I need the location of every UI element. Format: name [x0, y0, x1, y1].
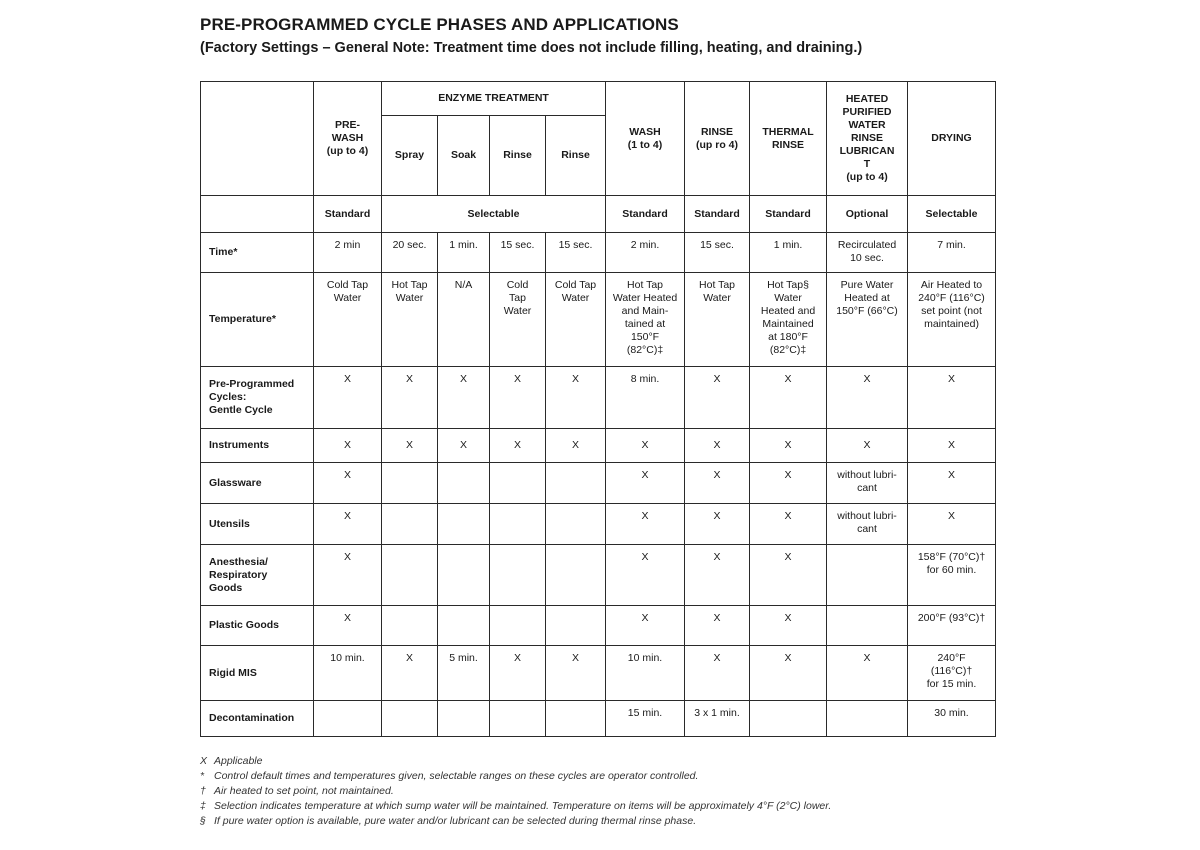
table-cell — [438, 701, 490, 737]
table-cell: X — [750, 463, 827, 504]
footnotes — [200, 754, 831, 829]
table-cell: 1 min. — [438, 233, 490, 273]
table-row-rigid-mis — [201, 646, 996, 701]
header-enzyme-rinse-2: Rinse — [546, 116, 606, 196]
table-cell: X — [314, 504, 382, 545]
table-cell: Cold Tap Water — [314, 273, 382, 367]
table-cell: X — [546, 646, 606, 701]
table-cell: X — [606, 545, 685, 606]
table-cell — [438, 545, 490, 606]
table-cell: X — [382, 646, 438, 701]
header-row-top — [201, 82, 996, 116]
header-thermal-rinse: THERMAL RINSE — [750, 82, 827, 196]
table-cell — [490, 463, 546, 504]
table-cell: X — [314, 606, 382, 646]
row-label: Rigid MIS — [201, 646, 314, 701]
table-cell — [546, 463, 606, 504]
category-drying: Selectable — [908, 196, 996, 233]
table-cell: X — [685, 367, 750, 429]
table-cell — [827, 701, 908, 737]
table-cell: X — [827, 646, 908, 701]
table-cell: 10 min. — [606, 646, 685, 701]
table-cell — [546, 545, 606, 606]
table-cell — [382, 545, 438, 606]
table-cell: X — [490, 646, 546, 701]
table-cell — [382, 606, 438, 646]
table-row-time — [201, 233, 996, 273]
table-cell: 2 min. — [606, 233, 685, 273]
table-cell: 15 sec. — [685, 233, 750, 273]
table-row-anesthesia — [201, 545, 996, 606]
header-spray: Spray — [382, 116, 438, 196]
table-cell — [438, 504, 490, 545]
table-cell — [438, 606, 490, 646]
table-cell: 10 min. — [314, 646, 382, 701]
table-row-gentle-cycle — [201, 367, 996, 429]
table-cell — [827, 606, 908, 646]
table-cell: 240°F (116°C)† for 15 min. — [908, 646, 996, 701]
table-cell: X — [314, 545, 382, 606]
table-cell — [546, 606, 606, 646]
row-label: Glassware — [201, 463, 314, 504]
table-cell — [382, 504, 438, 545]
table-cell: X — [685, 504, 750, 545]
table-cell: without lubri- cant — [827, 463, 908, 504]
table-cell: without lubri- cant — [827, 504, 908, 545]
table-cell: X — [382, 367, 438, 429]
table-cell: X — [606, 504, 685, 545]
table-cell: X — [750, 429, 827, 463]
table-cell: 7 min. — [908, 233, 996, 273]
header-prewash: PRE- WASH (up to 4) — [314, 82, 382, 196]
table-cell: Air Heated to 240°F (116°C) set point (not maintained) — [908, 273, 996, 367]
cycle-phases-table — [200, 81, 996, 737]
table-cell: X — [314, 429, 382, 463]
table-row-temperature — [201, 273, 996, 367]
table-cell: X — [750, 504, 827, 545]
table-cell: 15 min. — [606, 701, 685, 737]
table-cell: X — [908, 463, 996, 504]
corner-cell — [201, 82, 314, 196]
table-cell: X — [490, 367, 546, 429]
table-cell: 15 sec. — [546, 233, 606, 273]
table-row-utensils — [201, 504, 996, 545]
row-label: Temperature* — [201, 273, 314, 367]
table-cell: Hot Tap Water Heated and Main- tained at 150°F (82°C)‡ — [606, 273, 685, 367]
table-cell — [827, 545, 908, 606]
table-cell: X — [908, 367, 996, 429]
table-cell: 5 min. — [438, 646, 490, 701]
table-cell: X — [606, 606, 685, 646]
table-cell — [382, 463, 438, 504]
table-cell: X — [750, 367, 827, 429]
row-label: Utensils — [201, 504, 314, 545]
table-cell — [546, 504, 606, 545]
page-title: PRE-PROGRAMMED CYCLE PHASES AND APPLICATIONS — [200, 15, 679, 34]
table-cell: Cold Tap Water — [490, 273, 546, 367]
header-drying: DRYING — [908, 82, 996, 196]
table-cell: 3 x 1 min. — [685, 701, 750, 737]
table-cell: X — [685, 646, 750, 701]
table-cell — [490, 701, 546, 737]
category-heated: Optional — [827, 196, 908, 233]
table-cell: 2 min — [314, 233, 382, 273]
table-cell: X — [314, 463, 382, 504]
table-row-glassware — [201, 463, 996, 504]
table-cell: X — [827, 429, 908, 463]
table-cell: Recirculated 10 sec. — [827, 233, 908, 273]
table-cell: 158°F (70°C)† for 60 min. — [908, 545, 996, 606]
table-cell: X — [750, 606, 827, 646]
row-label: Pre-Programmed Cycles: Gentle Cycle — [201, 367, 314, 429]
table-cell: X — [490, 429, 546, 463]
table-cell: X — [606, 429, 685, 463]
header-soak: Soak — [438, 116, 490, 196]
table-cell: X — [606, 463, 685, 504]
table-cell: Pure Water Heated at 150°F (66°C) — [827, 273, 908, 367]
table-cell: X — [438, 367, 490, 429]
table-row-instruments — [201, 429, 996, 463]
category-empty-cell — [201, 196, 314, 233]
table-cell — [750, 701, 827, 737]
table-cell: 20 sec. — [382, 233, 438, 273]
table-cell: X — [685, 429, 750, 463]
table-cell: X — [546, 367, 606, 429]
row-label: Instruments — [201, 429, 314, 463]
header-enzyme-rinse-1: Rinse — [490, 116, 546, 196]
table-cell — [490, 504, 546, 545]
table-cell: Hot Tap Water — [382, 273, 438, 367]
header-rinse: RINSE (up ro 4) — [685, 82, 750, 196]
table-cell: X — [685, 545, 750, 606]
footnote-pure-water: § If pure water option is available, pure water and/or lubricant can be selected during thermal rinse phase. — [200, 815, 697, 827]
table-cell — [438, 463, 490, 504]
table-cell: X — [314, 367, 382, 429]
table-cell — [382, 701, 438, 737]
table-cell: X — [382, 429, 438, 463]
footnote-air-heated: † Air heated to set point, not maintained. — [200, 785, 394, 797]
category-wash: Standard — [606, 196, 685, 233]
table-row-decontamination — [201, 701, 996, 737]
category-rinse: Standard — [685, 196, 750, 233]
row-label: Decontamination — [201, 701, 314, 737]
table-cell: Hot Tap Water — [685, 273, 750, 367]
table-cell: X — [908, 429, 996, 463]
page-subtitle: (Factory Settings – General Note: Treatment time does not include filling, heating, and draining.) — [200, 40, 863, 56]
table-cell — [490, 606, 546, 646]
row-label: Plastic Goods — [201, 606, 314, 646]
table-cell: Cold Tap Water — [546, 273, 606, 367]
table-cell — [314, 701, 382, 737]
category-enzyme: Selectable — [382, 196, 606, 233]
table-cell — [546, 701, 606, 737]
table-cell: 15 sec. — [490, 233, 546, 273]
row-label: Time* — [201, 233, 314, 273]
table-cell: X — [685, 606, 750, 646]
table-cell: 8 min. — [606, 367, 685, 429]
table-cell: 30 min. — [908, 701, 996, 737]
table-cell — [490, 545, 546, 606]
table-cell: 200°F (93°C)† — [908, 606, 996, 646]
table-cell: X — [750, 646, 827, 701]
table-cell: X — [546, 429, 606, 463]
footnote-applicable: X Applicable — [200, 755, 263, 767]
footnote-sump-temperature: ‡ Selection indicates temperature at which sump water will be maintained. Temperature on items will be approximately 4°F (2°C) lower. — [200, 800, 832, 812]
table-cell: X — [750, 545, 827, 606]
table-row-plastic-goods — [201, 606, 996, 646]
row-label: Anesthesia/ Respiratory Goods — [201, 545, 314, 606]
header-wash: WASH (1 to 4) — [606, 82, 685, 196]
header-enzyme-treatment: ENZYME TREATMENT — [382, 82, 606, 116]
category-row — [201, 196, 996, 233]
table-cell: 1 min. — [750, 233, 827, 273]
category-thermal: Standard — [750, 196, 827, 233]
table-cell: Hot Tap§ Water Heated and Maintained at 180°F (82°C)‡ — [750, 273, 827, 367]
category-prewash: Standard — [314, 196, 382, 233]
table-cell: X — [908, 504, 996, 545]
table-cell: N/A — [438, 273, 490, 367]
footnote-defaults: * Control default times and temperatures given, selectable ranges on these cycles are operator controlled. — [200, 770, 699, 782]
header-heated-purified-water: HEATED PURIFIED WATER RINSE LUBRICAN T (up to 4) — [827, 82, 908, 196]
table-cell: X — [685, 463, 750, 504]
table-cell: X — [438, 429, 490, 463]
table-cell: X — [827, 367, 908, 429]
